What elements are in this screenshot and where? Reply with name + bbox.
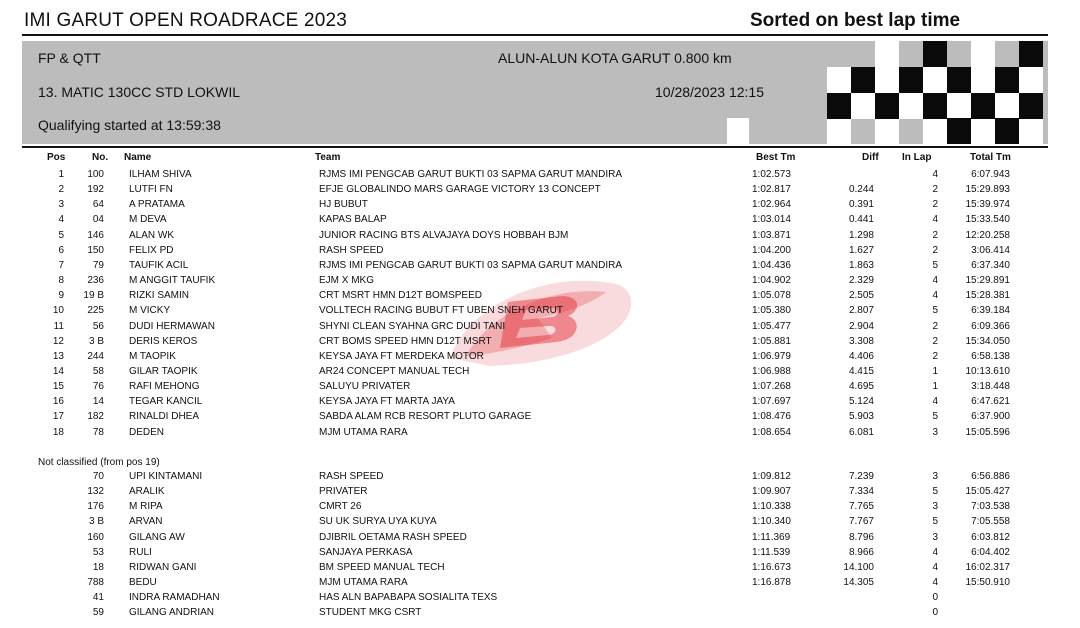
- total-time-cell: 15:28.381: [965, 290, 1010, 302]
- total-time-cell: 15:29.891: [965, 275, 1010, 287]
- checkered-flag-icon: [722, 41, 1048, 144]
- column-header-total-tm: Total Tm: [970, 152, 1011, 163]
- in-lap-cell: 0: [932, 607, 938, 619]
- position-cell: 17: [52, 411, 64, 423]
- team-cell: SANJAYA PERKASA: [319, 546, 413, 558]
- rider-number-cell: 3 B: [88, 516, 104, 528]
- team-cell: BM SPEED MANUAL TECH: [319, 561, 445, 573]
- total-time-cell: 3:18.448: [971, 381, 1010, 393]
- position-cell: 2: [58, 184, 64, 196]
- diff-cell: 5.124: [848, 396, 874, 408]
- best-time-cell: 1:06.979: [752, 350, 791, 362]
- in-lap-cell: 2: [932, 229, 938, 241]
- result-row: [0, 169, 1080, 184]
- rider-name-cell: INDRA RAMADHAN: [129, 592, 220, 604]
- best-time-cell: 1:06.988: [752, 365, 791, 377]
- best-time-cell: 1:05.078: [752, 290, 791, 302]
- best-time-cell: 1:07.697: [752, 396, 791, 408]
- event-title: IMI GARUT OPEN ROADRACE 2023: [24, 10, 348, 31]
- header-top-rule: [22, 34, 1048, 36]
- total-time-cell: 6:47.621: [971, 396, 1010, 408]
- total-time-cell: 7:05.558: [971, 516, 1010, 528]
- total-time-cell: 15:29.893: [965, 184, 1010, 196]
- best-time-cell: 1:16.878: [752, 577, 791, 589]
- in-lap-cell: 5: [932, 486, 938, 498]
- result-row: [0, 396, 1080, 411]
- rider-name-cell: A PRATAMA: [129, 199, 185, 211]
- position-cell: 4: [58, 214, 64, 226]
- column-header-diff: Diff: [862, 152, 879, 163]
- best-time-cell: 1:09.812: [752, 471, 791, 482]
- rider-name-cell: LUTFI FN: [129, 184, 173, 196]
- rider-name-cell: UPI KINTAMANI: [129, 471, 203, 482]
- in-lap-cell: 5: [932, 259, 938, 271]
- best-time-cell: 1:05.380: [752, 305, 791, 317]
- diff-cell: 7.767: [848, 516, 874, 528]
- position-cell: 18: [52, 426, 64, 438]
- diff-cell: 2.329: [848, 275, 874, 287]
- diff-cell: 2.505: [848, 290, 874, 302]
- rider-number-cell: 70: [92, 471, 104, 482]
- total-time-cell: 3:06.414: [971, 244, 1010, 256]
- best-time-cell: 1:08.654: [752, 426, 791, 438]
- result-row: [0, 199, 1080, 214]
- diff-cell: 2.807: [848, 305, 874, 317]
- result-row: [0, 532, 1080, 547]
- in-lap-cell: 3: [932, 531, 938, 543]
- rider-number-cell: 150: [87, 244, 104, 256]
- rider-name-cell: M TAOPIK: [129, 350, 176, 362]
- team-cell: HAS ALN BAPABAPA SOSIALITA TEXS: [319, 592, 498, 604]
- team-cell: SHYNI CLEAN SYAHNA GRC DUDI TANI: [319, 320, 506, 332]
- result-row: [0, 230, 1080, 245]
- best-time-cell: 1:04.200: [752, 244, 791, 256]
- best-time-cell: 1:10.340: [752, 516, 791, 528]
- session-name: FP & QTT: [38, 50, 101, 66]
- result-row: [0, 592, 1080, 607]
- best-time-cell: 1:02.964: [752, 199, 791, 211]
- rider-name-cell: ILHAM SHIVA: [129, 169, 192, 180]
- rider-number-cell: 58: [92, 365, 104, 377]
- total-time-cell: 6:09.366: [971, 320, 1010, 332]
- diff-cell: 8.966: [848, 546, 874, 558]
- in-lap-cell: 4: [932, 577, 938, 589]
- team-cell: STUDENT MKG CSRT: [319, 607, 422, 619]
- column-header-best-tm: Best Tm: [756, 152, 796, 163]
- result-row: [0, 214, 1080, 229]
- result-row: [0, 577, 1080, 592]
- in-lap-cell: 2: [932, 320, 938, 332]
- diff-cell: 4.406: [848, 350, 874, 362]
- diff-cell: 5.903: [848, 411, 874, 423]
- team-cell: HJ BUBUT: [319, 199, 368, 211]
- result-row: [0, 381, 1080, 396]
- result-row: [0, 562, 1080, 577]
- result-row: [0, 411, 1080, 426]
- best-time-cell: 1:05.881: [752, 335, 791, 347]
- not-classified-label: Not classified (from pos 19): [38, 457, 160, 468]
- in-lap-cell: 2: [932, 184, 938, 196]
- best-time-cell: 1:09.907: [752, 486, 791, 498]
- rider-name-cell: GILANG AW: [129, 531, 185, 543]
- rider-number-cell: 78: [92, 426, 104, 438]
- diff-cell: 7.334: [848, 486, 874, 498]
- rider-number-cell: 14: [92, 396, 104, 408]
- team-cell: RJMS IMI PENGCAB GARUT BUKTI 03 SAPMA GARUT MANDIRA: [319, 169, 623, 180]
- column-header-no: No.: [92, 152, 109, 163]
- result-row: [0, 366, 1080, 381]
- in-lap-cell: 4: [932, 396, 938, 408]
- rider-number-cell: 182: [87, 411, 104, 423]
- team-cell: KEYSA JAYA FT MARTA JAYA: [319, 396, 455, 408]
- rider-name-cell: GILANG ANDRIAN: [129, 607, 215, 619]
- team-cell: VOLLTECH RACING BUBUT FT UBEN SNEH GARUT: [319, 305, 563, 317]
- result-row: [0, 184, 1080, 199]
- rider-number-cell: 56: [92, 320, 104, 332]
- result-row: [0, 427, 1080, 442]
- total-time-cell: 6:04.402: [971, 546, 1010, 558]
- rider-name-cell: M DEVA: [129, 214, 167, 226]
- team-cell: CRT BOMS SPEED HMN D12T MSRT: [319, 335, 492, 347]
- in-lap-cell: 2: [932, 335, 938, 347]
- rider-number-cell: 192: [87, 184, 104, 196]
- total-time-cell: 15:05.596: [965, 426, 1010, 438]
- rider-name-cell: ALAN WK: [129, 229, 175, 241]
- total-time-cell: 6:39.184: [971, 305, 1010, 317]
- rider-number-cell: 146: [87, 229, 104, 241]
- total-time-cell: 15:34.050: [965, 335, 1010, 347]
- result-row: [0, 607, 1080, 622]
- result-row: [0, 245, 1080, 260]
- in-lap-cell: 2: [932, 199, 938, 211]
- diff-cell: 4.415: [848, 365, 874, 377]
- diff-cell: 3.308: [848, 335, 874, 347]
- rider-name-cell: ARVAN: [129, 516, 163, 528]
- in-lap-cell: 5: [932, 516, 938, 528]
- position-cell: 8: [58, 275, 64, 287]
- rider-name-cell: M VICKY: [129, 305, 171, 317]
- in-lap-cell: 2: [932, 350, 938, 362]
- rider-name-cell: ARALIK: [129, 486, 165, 498]
- rider-name-cell: FELIX PD: [129, 244, 174, 256]
- diff-cell: 4.695: [848, 381, 874, 393]
- position-cell: 10: [52, 305, 64, 317]
- diff-cell: 1.863: [848, 259, 874, 271]
- best-time-cell: 1:08.476: [752, 411, 791, 423]
- result-row: [0, 486, 1080, 501]
- rider-number-cell: 132: [87, 486, 104, 498]
- rider-number-cell: 160: [87, 531, 104, 543]
- position-cell: 9: [58, 290, 64, 302]
- result-row: [0, 471, 1080, 486]
- team-cell: CRT MSRT HMN D12T BOMSPEED: [319, 290, 482, 302]
- result-row: [0, 516, 1080, 531]
- total-time-cell: 15:05.427: [965, 486, 1010, 498]
- diff-cell: 7.765: [848, 501, 874, 513]
- result-row: [0, 305, 1080, 320]
- in-lap-cell: 3: [932, 471, 938, 482]
- diff-cell: 6.081: [848, 426, 874, 438]
- column-header-team: Team: [315, 152, 341, 163]
- total-time-cell: 6:03.812: [971, 531, 1010, 543]
- team-cell: DJIBRIL OETAMA RASH SPEED: [319, 531, 467, 543]
- team-cell: AR24 CONCEPT MANUAL TECH: [319, 365, 470, 377]
- circuit-name: ALUN-ALUN KOTA GARUT 0.800 km: [498, 50, 732, 66]
- best-time-cell: 1:16.673: [752, 561, 791, 573]
- best-time-cell: 1:07.268: [752, 381, 791, 393]
- session-header-panel: [22, 41, 1048, 144]
- team-cell: SU UK SURYA UYA KUYA: [319, 516, 437, 528]
- result-row: [0, 336, 1080, 351]
- position-cell: 1: [58, 169, 64, 180]
- diff-cell: 14.305: [843, 577, 874, 589]
- best-time-cell: 1:04.436: [752, 259, 791, 271]
- session-datetime: 10/28/2023 12:15: [655, 84, 764, 100]
- rider-name-cell: M RIPA: [129, 501, 163, 513]
- diff-cell: 0.391: [848, 199, 874, 211]
- position-cell: 13: [52, 350, 64, 362]
- best-time-cell: 1:02.573: [752, 169, 791, 180]
- diff-cell: 0.441: [848, 214, 874, 226]
- rider-name-cell: M ANGGIT TAUFIK: [129, 275, 216, 287]
- in-lap-cell: 1: [932, 365, 938, 377]
- rider-number-cell: 59: [92, 607, 104, 619]
- total-time-cell: 6:58.138: [971, 350, 1010, 362]
- column-header-name: Name: [124, 152, 152, 163]
- best-time-cell: 1:10.338: [752, 501, 791, 513]
- total-time-cell: 15:39.974: [965, 199, 1010, 211]
- result-row: [0, 547, 1080, 562]
- total-time-cell: 16:02.317: [965, 561, 1010, 573]
- total-time-cell: 6:37.900: [971, 411, 1010, 423]
- in-lap-cell: 2: [932, 244, 938, 256]
- team-cell: KAPAS BALAP: [319, 214, 387, 226]
- best-time-cell: 1:05.477: [752, 320, 791, 332]
- total-time-cell: 6:07.943: [971, 169, 1010, 180]
- rider-name-cell: DERIS KEROS: [129, 335, 198, 347]
- in-lap-cell: 4: [932, 214, 938, 226]
- result-row: [0, 501, 1080, 516]
- rider-number-cell: 236: [87, 275, 104, 287]
- in-lap-cell: 3: [932, 501, 938, 513]
- rider-name-cell: RAFI MEHONG: [129, 381, 200, 393]
- rider-number-cell: 100: [87, 169, 104, 180]
- position-cell: 12: [52, 335, 64, 347]
- in-lap-cell: 5: [932, 411, 938, 423]
- total-time-cell: 7:03.538: [971, 501, 1010, 513]
- diff-cell: 1.298: [848, 229, 874, 241]
- team-cell: PRIVATER: [319, 486, 368, 498]
- team-cell: EJM X MKG: [319, 275, 375, 287]
- rider-name-cell: RULI: [129, 546, 152, 558]
- team-cell: SABDA ALAM RCB RESORT PLUTO GARAGE: [319, 411, 532, 423]
- in-lap-cell: 4: [932, 275, 938, 287]
- rider-number-cell: 3 B: [88, 335, 104, 347]
- total-time-cell: 12:20.258: [965, 229, 1010, 241]
- rider-number-cell: 225: [87, 305, 104, 317]
- rider-name-cell: RIZKI SAMIN: [129, 290, 190, 302]
- rider-number-cell: 79: [92, 259, 104, 271]
- position-cell: 15: [52, 381, 64, 393]
- result-row: [0, 321, 1080, 336]
- in-lap-cell: 1: [932, 381, 938, 393]
- best-time-cell: 1:02.817: [752, 184, 791, 196]
- diff-cell: 8.796: [848, 531, 874, 543]
- rider-number-cell: 244: [87, 350, 104, 362]
- header-bottom-rule: [22, 146, 1048, 148]
- team-cell: RASH SPEED: [319, 471, 384, 482]
- rider-number-cell: 76: [92, 381, 104, 393]
- rider-name-cell: BEDU: [129, 577, 157, 589]
- rider-name-cell: DUDI HERMAWAN: [129, 320, 215, 332]
- team-cell: MJM UTAMA RARA: [319, 577, 408, 589]
- rider-name-cell: TEGAR KANCIL: [129, 396, 203, 408]
- team-cell: RASH SPEED: [319, 244, 384, 256]
- rider-number-cell: 53: [92, 546, 104, 558]
- in-lap-cell: 4: [932, 561, 938, 573]
- team-cell: RJMS IMI PENGCAB GARUT BUKTI 03 SAPMA GARUT MANDIRA: [319, 259, 623, 271]
- position-cell: 3: [58, 199, 64, 211]
- column-header-pos: Pos: [47, 152, 66, 163]
- total-time-cell: 15:33.540: [965, 214, 1010, 226]
- rider-number-cell: 176: [87, 501, 104, 513]
- best-time-cell: 1:11.369: [752, 531, 791, 543]
- rider-number-cell: 41: [92, 592, 104, 604]
- column-header-in-lap: In Lap: [902, 152, 932, 163]
- rider-name-cell: GILAR TAOPIK: [129, 365, 198, 377]
- diff-cell: 7.239: [848, 471, 874, 482]
- rider-number-cell: 64: [92, 199, 104, 211]
- diff-cell: 14.100: [843, 561, 874, 573]
- total-time-cell: 6:56.886: [971, 471, 1010, 482]
- best-time-cell: 1:11.539: [752, 546, 791, 558]
- team-cell: SALUYU PRIVATER: [319, 381, 411, 393]
- position-cell: 14: [52, 365, 64, 377]
- position-cell: 11: [53, 320, 64, 332]
- total-time-cell: 6:37.340: [971, 259, 1010, 271]
- rider-number-cell: 18: [92, 561, 104, 573]
- result-row: [0, 260, 1080, 275]
- result-row: [0, 275, 1080, 290]
- in-lap-cell: 4: [932, 546, 938, 558]
- in-lap-cell: 0: [932, 592, 938, 604]
- team-cell: JUNIOR RACING BTS ALVAJAYA DOYS HOBBAH BJM: [319, 229, 569, 241]
- total-time-cell: 15:50.910: [965, 577, 1010, 589]
- best-time-cell: 1:03.014: [752, 214, 791, 226]
- position-cell: 16: [52, 396, 64, 408]
- team-cell: CMRT 26: [319, 501, 362, 513]
- team-cell: EFJE GLOBALINDO MARS GARAGE VICTORY 13 CONCEPT: [319, 184, 601, 196]
- rider-number-cell: 788: [87, 577, 104, 589]
- in-lap-cell: 4: [932, 290, 938, 302]
- rider-name-cell: RIDWAN GANI: [129, 561, 197, 573]
- team-cell: KEYSA JAYA FT MERDEKA MOTOR: [319, 350, 484, 362]
- rider-number-cell: 04: [92, 214, 104, 226]
- rider-name-cell: TAUFIK ACIL: [129, 259, 189, 271]
- best-time-cell: 1:04.902: [752, 275, 791, 287]
- result-row: [0, 351, 1080, 366]
- position-cell: 7: [58, 259, 64, 271]
- position-cell: 6: [58, 244, 64, 256]
- in-lap-cell: 5: [932, 305, 938, 317]
- rider-name-cell: RINALDI DHEA: [129, 411, 200, 423]
- sort-label: Sorted on best lap time: [750, 10, 961, 31]
- rider-number-cell: 19 B: [83, 290, 104, 302]
- qualifying-start: Qualifying started at 13:59:38: [38, 117, 221, 133]
- class-name: 13. MATIC 130CC STD LOKWIL: [38, 84, 241, 100]
- in-lap-cell: 3: [932, 426, 938, 438]
- team-cell: MJM UTAMA RARA: [319, 426, 408, 438]
- best-time-cell: 1:03.871: [752, 229, 791, 241]
- diff-cell: 2.904: [848, 320, 874, 332]
- diff-cell: 0.244: [848, 184, 874, 196]
- total-time-cell: 10:13.610: [965, 365, 1010, 377]
- in-lap-cell: 4: [932, 169, 938, 180]
- result-row: [0, 290, 1080, 305]
- position-cell: 5: [58, 229, 64, 241]
- diff-cell: 1.627: [848, 244, 874, 256]
- rider-name-cell: DEDEN: [129, 426, 165, 438]
